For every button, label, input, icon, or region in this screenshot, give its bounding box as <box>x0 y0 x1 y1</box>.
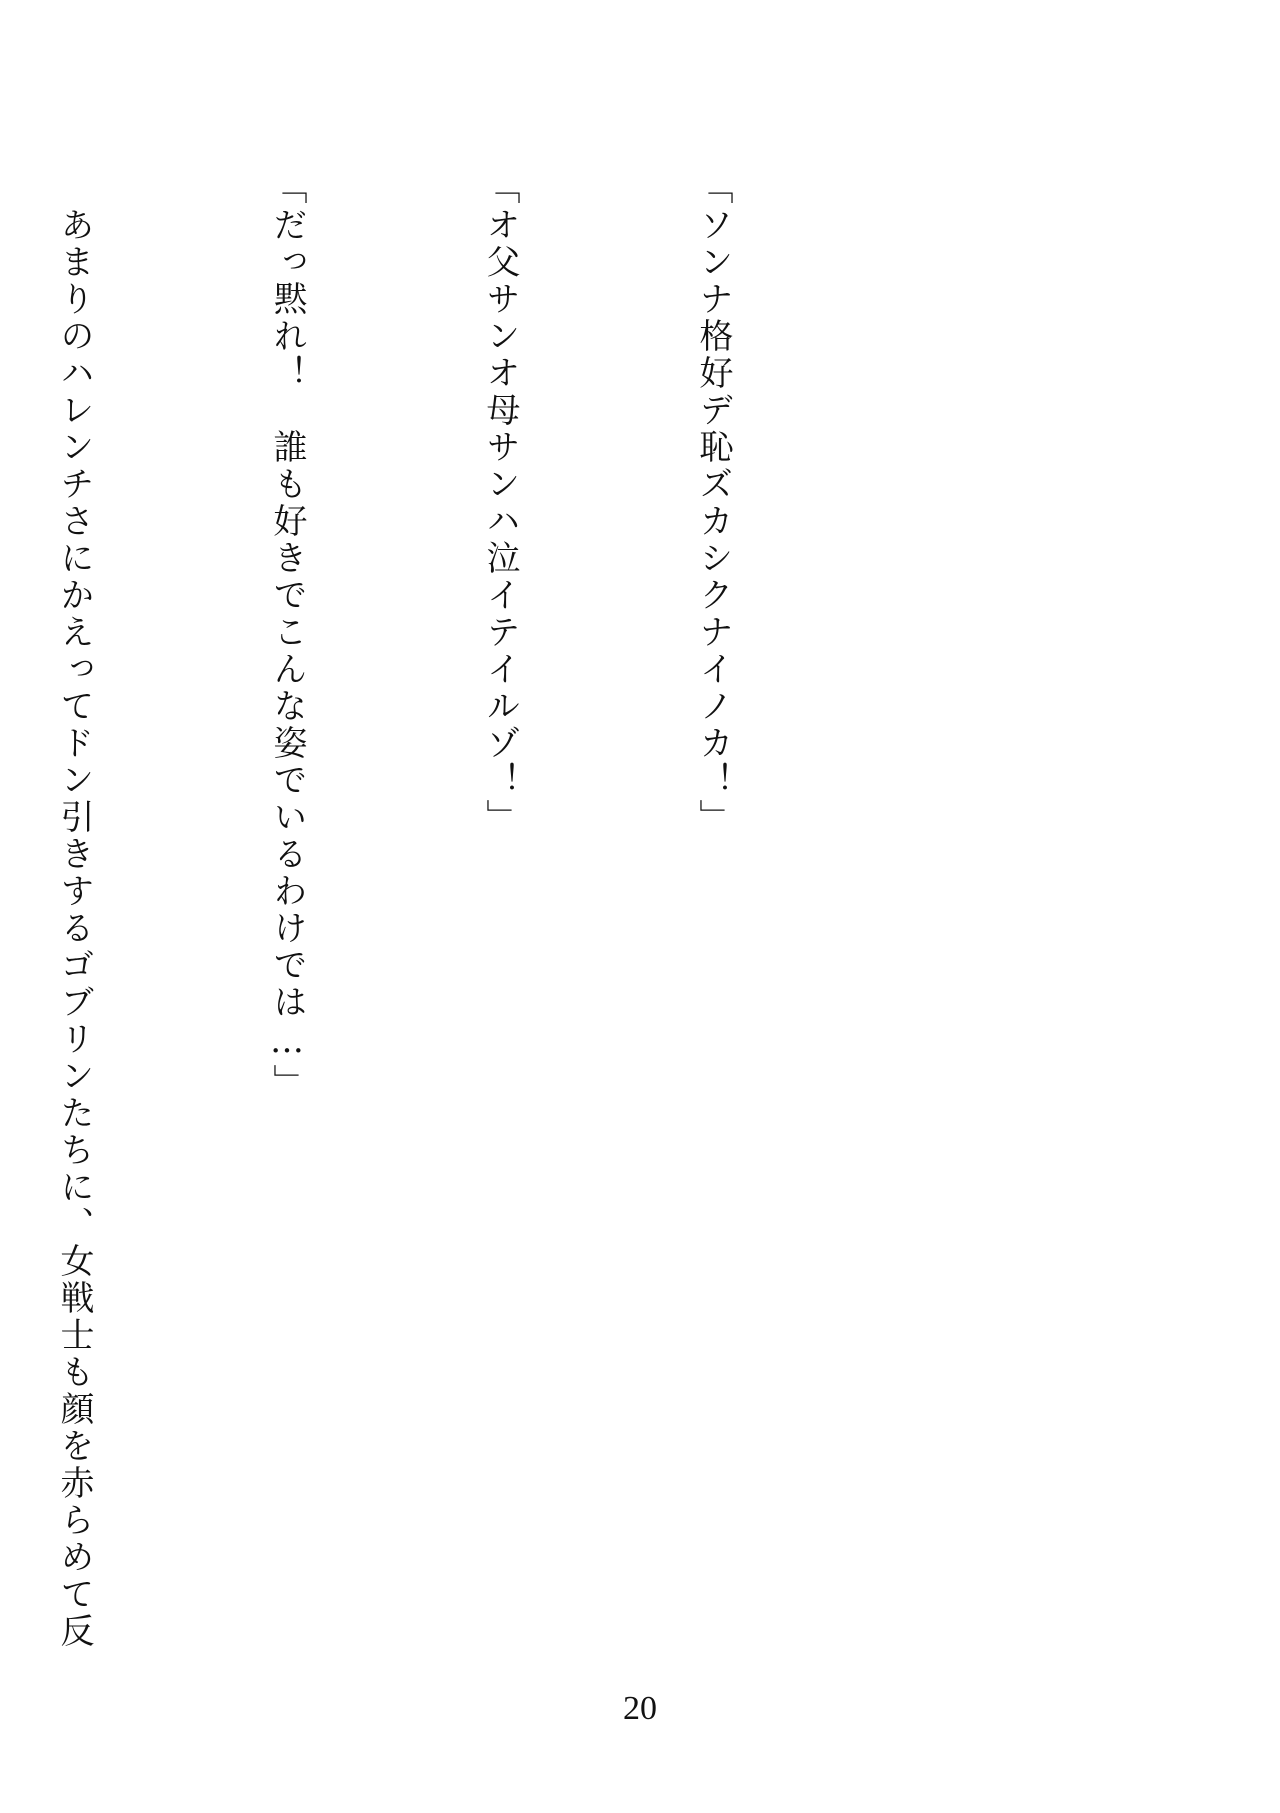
text-line: 「オ父サンオ母サンハ泣イテイルゾ！」 <box>480 170 520 836</box>
text-line: 「だっ黙れ！ 誰も好きでこんな姿でいるわけでは…」 <box>267 170 307 1101</box>
vertical-text-body <box>0 170 890 1650</box>
text-line: あまりのハレンチさにかえってドン引きするゴブリンたちに、女戦士も顔を赤らめて反 <box>54 170 94 1650</box>
page-number: 20 <box>623 1690 657 1727</box>
text-line: 「ソンナ格好デ恥ズカシクナイノカ！」 <box>693 170 733 836</box>
